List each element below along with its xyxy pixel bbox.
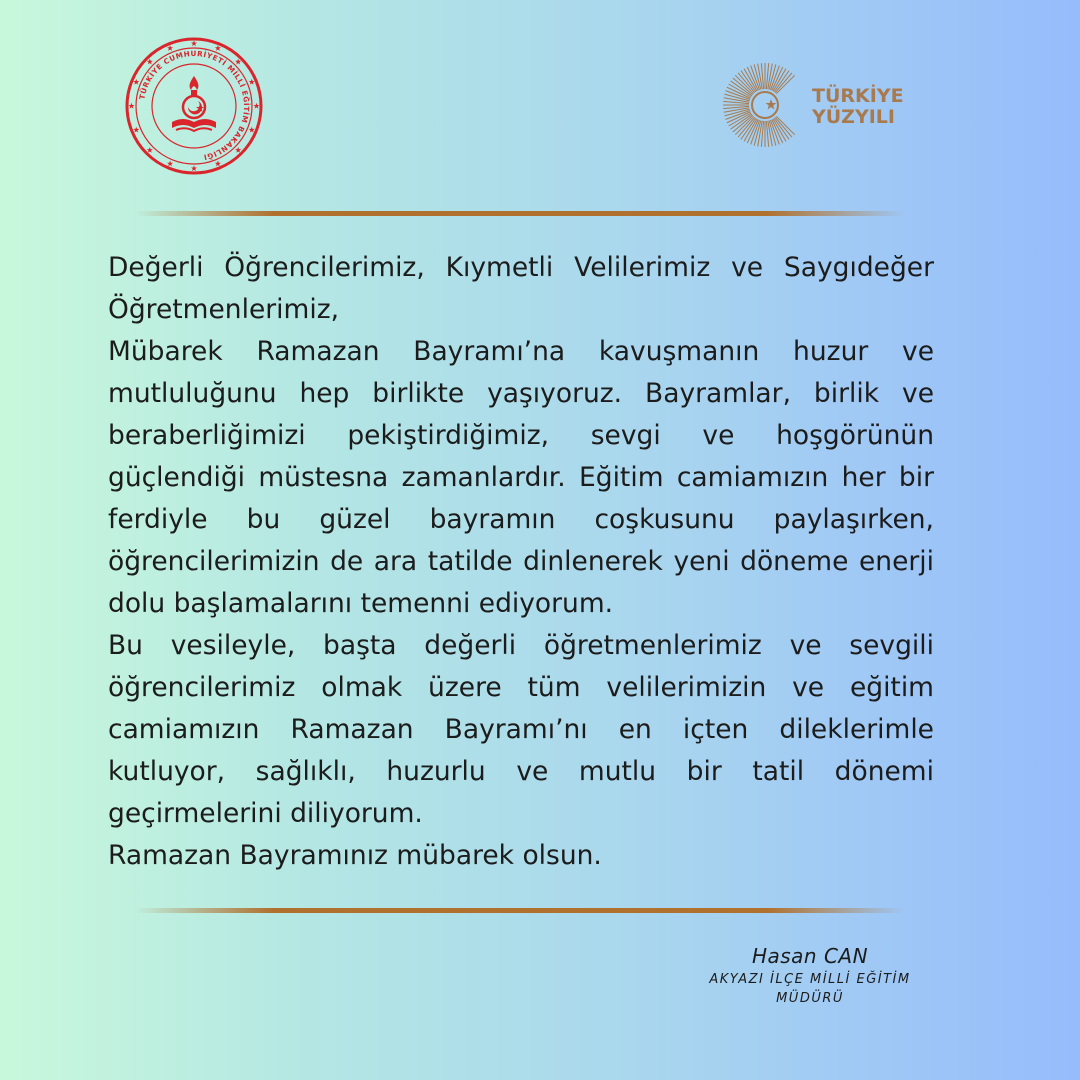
body-paragraph-1: Mübarek Ramazan Bayramı’na kavuşmanın huzur ve mutluluğunu hep birlikte yaşıyoruz. Bayramlar, birlik ve beraberliğimizi pekiştirdiğimiz, sevgi ve hoşgörünün güçlendiği müstesna zamanlardır. Eğitim camiamızın her bir ferdiyle bu güzel bayramın coşkusunu paylaşırken, öğrencilerimizin de ara tatilde dinlenerek yeni döneme enerji dolu başlamalarını temenni ediyorum.: [108, 336, 934, 619]
turkiye-yuzyili-logo-icon: [720, 60, 910, 150]
signature-title-line-1: AKYAZI İLÇE MİLLİ EĞİTİM: [709, 972, 911, 987]
seal-star-icon: [147, 147, 153, 153]
seal-star-icon: [167, 45, 173, 51]
greeting-paragraph: Değerli Öğrencilerimiz, Kıymetli Velilerimiz ve Saygıdeğer Öğretmenlerimiz,: [108, 252, 934, 325]
yuzyili-line: YÜZYILI: [812, 106, 895, 128]
seal-star-icon: [167, 161, 173, 167]
seal-star-icon: [249, 127, 255, 133]
meb-seal-icon: [124, 36, 264, 176]
seal-star-icon: [253, 103, 259, 109]
seal-star-icon: [215, 45, 221, 51]
signature-name: Hasan CAN: [751, 944, 869, 968]
seal-star-icon: [215, 161, 221, 167]
seal-star-icon: [191, 165, 197, 171]
message-body: [108, 247, 934, 877]
signature-title-line-2: MÜDÜRÜ: [776, 991, 844, 1006]
seal-star-icon: [133, 127, 139, 133]
closing-paragraph: Ramazan Bayramınız mübarek olsun.: [108, 840, 602, 871]
signature-block: [690, 942, 930, 1008]
seal-star-icon: [128, 103, 134, 109]
seal-star-icon: [191, 40, 197, 46]
seal-star-icon: [249, 79, 255, 85]
seal-star-icon: [133, 79, 139, 85]
top-divider: [135, 211, 905, 216]
seal-star-icon: [235, 147, 241, 153]
turkiye-line: TÜRKİYE: [812, 85, 904, 107]
body-paragraph-2: Bu vesileyle, başta değerli öğretmenlerimiz ve sevgili öğrencilerimiz olmak üzere tüm velilerimizin ve eğitim camiamızın Ramazan Bayramı’nı en içten dileklerimle kutluyor, sağlıklı, huzurlu ve mutlu bir tatil dönemi geçirmelerini diliyorum.: [108, 630, 934, 829]
bottom-divider: [135, 908, 905, 913]
svg-text:TÜRKİYE CUMHURİYETİ MİLLİ EĞİT: TÜRKİYE CUMHURİYETİ MİLLİ EĞİTİM BAKANLIĞI: [137, 48, 252, 163]
